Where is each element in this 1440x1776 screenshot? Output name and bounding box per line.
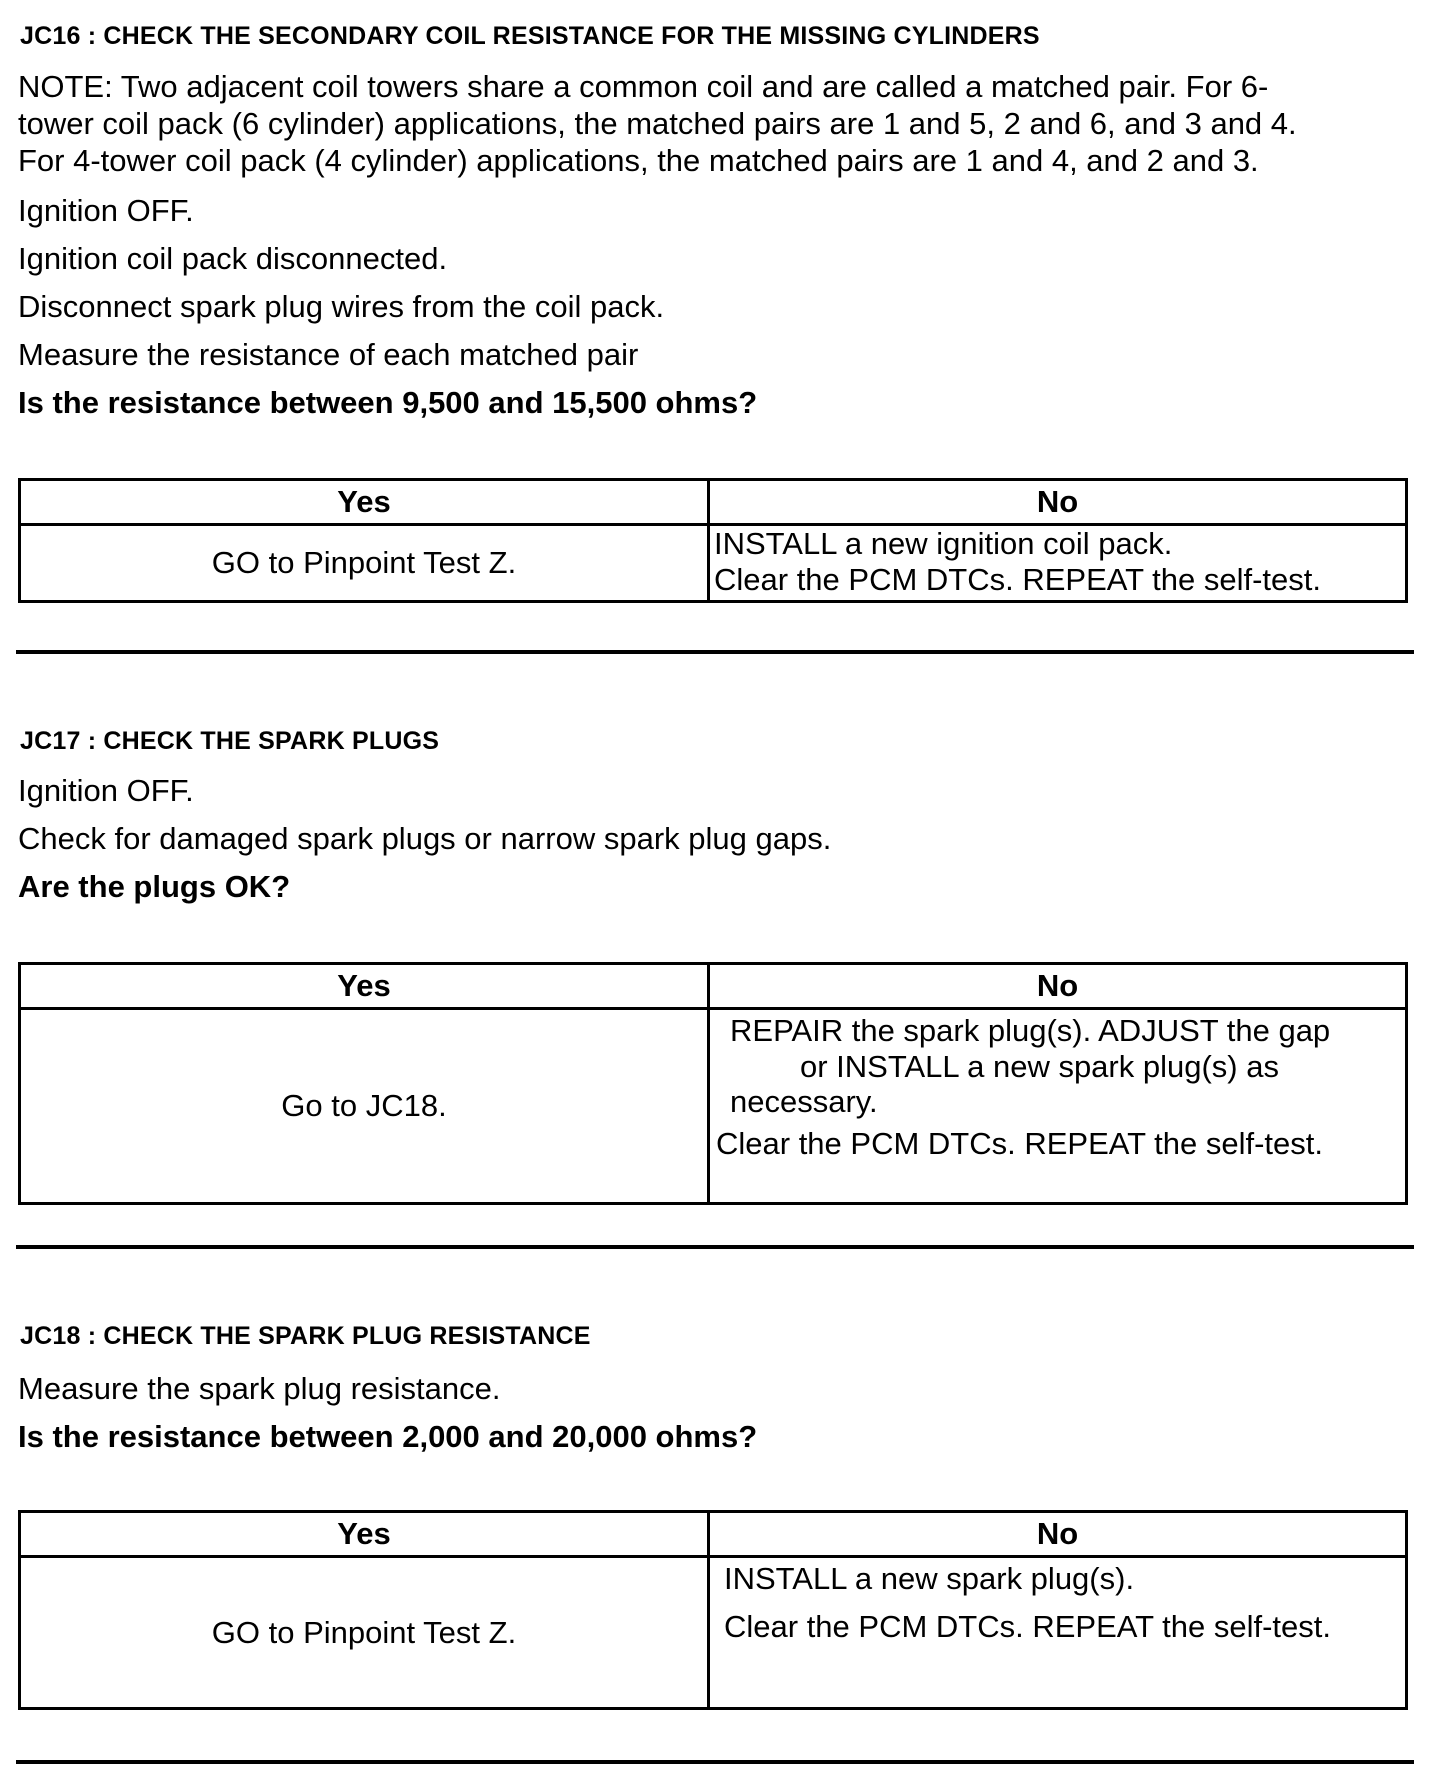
no-cell bbox=[710, 526, 1405, 600]
jc17-step: Ignition OFF. bbox=[18, 773, 194, 808]
no-cell-line: Clear the PCM DTCs. REPEAT the self-test. bbox=[724, 1609, 1331, 1644]
no-cell-line: INSTALL a new ignition coil pack. bbox=[714, 526, 1173, 561]
jc16-step: Ignition coil pack disconnected. bbox=[18, 241, 448, 276]
table-body-row bbox=[21, 1558, 1405, 1707]
yes-cell: GO to Pinpoint Test Z. bbox=[21, 1558, 710, 1707]
table-header-row bbox=[21, 481, 1405, 526]
no-cell-line: Clear the PCM DTCs. REPEAT the self-test. bbox=[716, 1126, 1323, 1161]
yes-cell: Go to JC18. bbox=[21, 1010, 710, 1202]
section-divider bbox=[16, 1760, 1414, 1764]
jc16-question: Is the resistance between 9,500 and 15,500 ohms? bbox=[18, 385, 758, 420]
jc17-result-table bbox=[18, 962, 1408, 1205]
yes-header: Yes bbox=[21, 481, 710, 523]
jc16-note-line: tower coil pack (6 cylinder) applications, the matched pairs are 1 and 5, 2 and 6, and 3 and 4. bbox=[18, 106, 1297, 141]
no-header: No bbox=[1036, 484, 1079, 519]
jc16-step: Ignition OFF. bbox=[18, 193, 194, 228]
yes-cell: GO to Pinpoint Test Z. bbox=[21, 526, 710, 600]
jc18-heading: JC18 : CHECK THE SPARK PLUG RESISTANCE bbox=[20, 1322, 591, 1350]
jc16-note-line: For 4-tower coil pack (4 cylinder) applications, the matched pairs are 1 and 4, and 2 and 3. bbox=[18, 143, 1259, 178]
jc16-note-line: NOTE: Two adjacent coil towers share a common coil and are called a matched pair. For 6- bbox=[18, 69, 1269, 104]
no-cell bbox=[710, 1010, 1405, 1202]
no-cell-line: REPAIR the spark plug(s). ADJUST the gap bbox=[730, 1013, 1331, 1048]
jc17-step: Check for damaged spark plugs or narrow spark plug gaps. bbox=[18, 821, 832, 856]
section-divider bbox=[16, 650, 1414, 654]
jc18-step: Measure the spark plug resistance. bbox=[18, 1371, 501, 1406]
jc16-note bbox=[18, 68, 1418, 179]
table-header-row bbox=[21, 965, 1405, 1010]
jc18-result-table bbox=[18, 1510, 1408, 1710]
table-body-row bbox=[21, 526, 1405, 600]
jc18-question: Is the resistance between 2,000 and 20,000 ohms? bbox=[18, 1419, 758, 1454]
no-cell bbox=[710, 1558, 1405, 1707]
table-body-row bbox=[21, 1010, 1405, 1202]
no-cell-line: INSTALL a new spark plug(s). bbox=[724, 1561, 1135, 1596]
jc16-result-table bbox=[18, 478, 1408, 603]
jc16-step: Disconnect spark plug wires from the coil pack. bbox=[18, 289, 665, 324]
yes-header: Yes bbox=[21, 1513, 710, 1555]
jc16-step: Measure the resistance of each matched pair bbox=[18, 337, 639, 372]
no-cell-line: necessary. bbox=[730, 1084, 878, 1119]
jc17-question: Are the plugs OK? bbox=[18, 869, 291, 904]
yes-header: Yes bbox=[21, 965, 710, 1007]
no-header: No bbox=[1036, 1516, 1079, 1551]
table-header-row bbox=[21, 1513, 1405, 1558]
no-header: No bbox=[1036, 968, 1079, 1003]
no-cell-line: Clear the PCM DTCs. REPEAT the self-test. bbox=[714, 562, 1321, 597]
jc16-heading: JC16 : CHECK THE SECONDARY COIL RESISTANCE FOR THE MISSING CYLINDERS bbox=[20, 22, 1040, 50]
jc17-heading: JC17 : CHECK THE SPARK PLUGS bbox=[20, 727, 440, 755]
no-cell-line: or INSTALL a new spark plug(s) as bbox=[800, 1049, 1279, 1084]
section-divider bbox=[16, 1245, 1414, 1249]
